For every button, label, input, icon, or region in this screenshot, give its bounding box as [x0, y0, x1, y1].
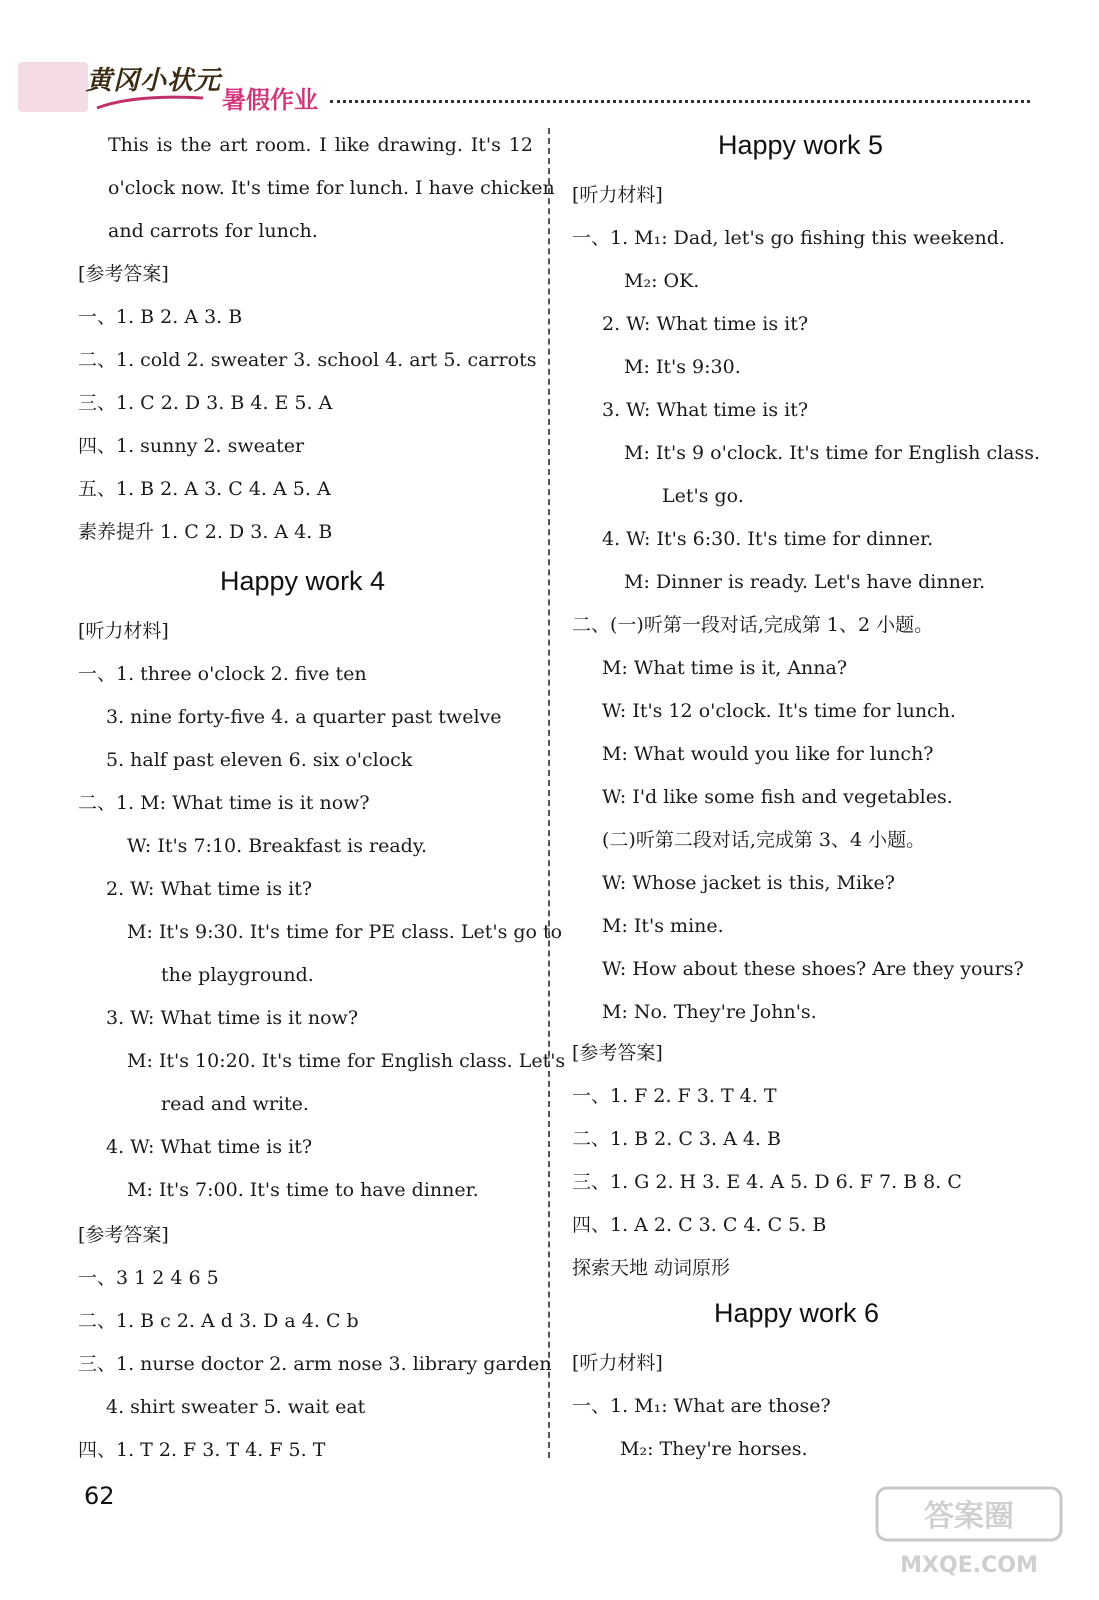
listening-line: 二、(一)听第一段对话,完成第 1、2 小题。 [572, 614, 934, 636]
answer-line: 四、1. A 2. C 3. C 4. C 5. B [572, 1214, 827, 1236]
logo-swoosh-icon [95, 92, 205, 112]
answers-label: [参考答案] [78, 263, 169, 285]
listening-line: 二、1. M: What time is it now? [78, 792, 370, 814]
listening-line: the playground. [161, 964, 314, 986]
answer-line: 四、1. sunny 2. sweater [78, 435, 305, 457]
listening-line: (二)听第二段对话,完成第 3、4 小题。 [602, 829, 926, 851]
answer-line: 探索天地 动词原形 [572, 1257, 731, 1279]
passage-line: o'clock now. It's time for lunch. I have chicken [108, 177, 555, 199]
listening-line: M: It's mine. [602, 915, 724, 937]
listening-line: 一、1. M₁: What are those? [572, 1395, 831, 1417]
listening-line: M: It's 9:30. [624, 356, 741, 378]
passage-line: This is the art room. I like drawing. It's 12 [108, 134, 533, 156]
listening-line: M: What would you like for lunch? [602, 743, 934, 765]
listening-label: [听力材料] [572, 1352, 663, 1374]
svg-text:MXQE.COM: MXQE.COM [900, 1553, 1038, 1578]
answer-line: 五、1. B 2. A 3. C 4. A 5. A [78, 478, 331, 500]
listening-line: 一、1. three o'clock 2. five ten [78, 663, 367, 685]
answer-line: 一、3 1 2 4 6 5 [78, 1267, 219, 1289]
listening-line: 2. W: What time is it? [106, 878, 313, 900]
listening-line: Let's go. [662, 485, 744, 507]
listening-line: W: Whose jacket is this, Mike? [602, 872, 895, 894]
section-title-happy-work-5: Happy work 5 [718, 130, 884, 160]
listening-line: 5. half past eleven 6. six o'clock [106, 749, 413, 771]
answer-line: 四、1. T 2. F 3. T 4. F 5. T [78, 1439, 326, 1461]
answer-line: 二、1. B c 2. A d 3. D a 4. C b [78, 1310, 359, 1332]
listening-line: M: Dinner is ready. Let's have dinner. [624, 571, 986, 593]
answer-line: 素养提升 1. C 2. D 3. A 4. B [78, 521, 333, 543]
logo-text: 黄冈小状元 [86, 66, 222, 96]
listening-line: M: What time is it, Anna? [602, 657, 848, 679]
listening-line: read and write. [161, 1093, 309, 1115]
listening-line: 3. W: What time is it now? [106, 1007, 359, 1029]
listening-line: M: It's 10:20. It's time for English class. Let's [127, 1050, 566, 1072]
listening-line: 3. W: What time is it? [602, 399, 809, 421]
answer-line: 4. shirt sweater 5. wait eat [106, 1396, 366, 1418]
column-divider [548, 128, 550, 1458]
listening-line: W: It's 12 o'clock. It's time for lunch. [602, 700, 956, 722]
listening-line: 3. nine forty-five 4. a quarter past twelve [106, 706, 502, 728]
listening-line: 一、1. M₁: Dad, let's go fishing this weekend. [572, 227, 1005, 249]
listening-label: [听力材料] [572, 184, 663, 206]
listening-line: M: No. They're John's. [602, 1001, 817, 1023]
answer-line: 三、1. G 2. H 3. E 4. A 5. D 6. F 7. B 8. C [572, 1171, 962, 1193]
section-title-happy-work-4: Happy work 4 [220, 566, 386, 596]
header-dotted-rule [330, 100, 1030, 103]
listening-line: W: It's 7:10. Breakfast is ready. [127, 835, 428, 857]
svg-text:答案圈: 答案圈 [924, 1499, 1014, 1534]
listening-line: W: How about these shoes? Are they yours? [602, 958, 1024, 980]
answer-line: 一、1. F 2. F 3. T 4. T [572, 1085, 777, 1107]
answers-label: [参考答案] [78, 1224, 169, 1246]
watermark-logo [869, 1480, 1069, 1580]
header-title: 暑假作业 [222, 86, 318, 114]
listening-label: [听力材料] [78, 620, 169, 642]
answer-line: 一、1. B 2. A 3. B [78, 306, 243, 328]
listening-line: M: It's 9 o'clock. It's time for English class. [624, 442, 1041, 464]
page-number: 62 [84, 1482, 115, 1510]
logo-background [18, 62, 88, 112]
section-title-happy-work-6: Happy work 6 [714, 1298, 880, 1328]
listening-line: W: I'd like some fish and vegetables. [602, 786, 953, 808]
listening-line: 4. W: What time is it? [106, 1136, 313, 1158]
answer-line: 二、1. cold 2. sweater 3. school 4. art 5. carrots [78, 349, 537, 371]
answer-line: 二、1. B 2. C 3. A 4. B [572, 1128, 781, 1150]
answers-label: [参考答案] [572, 1042, 663, 1064]
listening-line: 4. W: It's 6:30. It's time for dinner. [602, 528, 934, 550]
listening-line: M₂: They're horses. [620, 1438, 808, 1460]
listening-line: M: It's 9:30. It's time for PE class. Let's go to [127, 921, 563, 943]
listening-line: 2. W: What time is it? [602, 313, 809, 335]
passage-line: and carrots for lunch. [108, 220, 318, 242]
listening-line: M₂: OK. [624, 270, 700, 292]
answer-line: 三、1. C 2. D 3. B 4. E 5. A [78, 392, 333, 414]
page-header [0, 0, 1099, 120]
answer-line: 三、1. nurse doctor 2. arm nose 3. library garden [78, 1353, 552, 1375]
listening-line: M: It's 7:00. It's time to have dinner. [127, 1179, 479, 1201]
